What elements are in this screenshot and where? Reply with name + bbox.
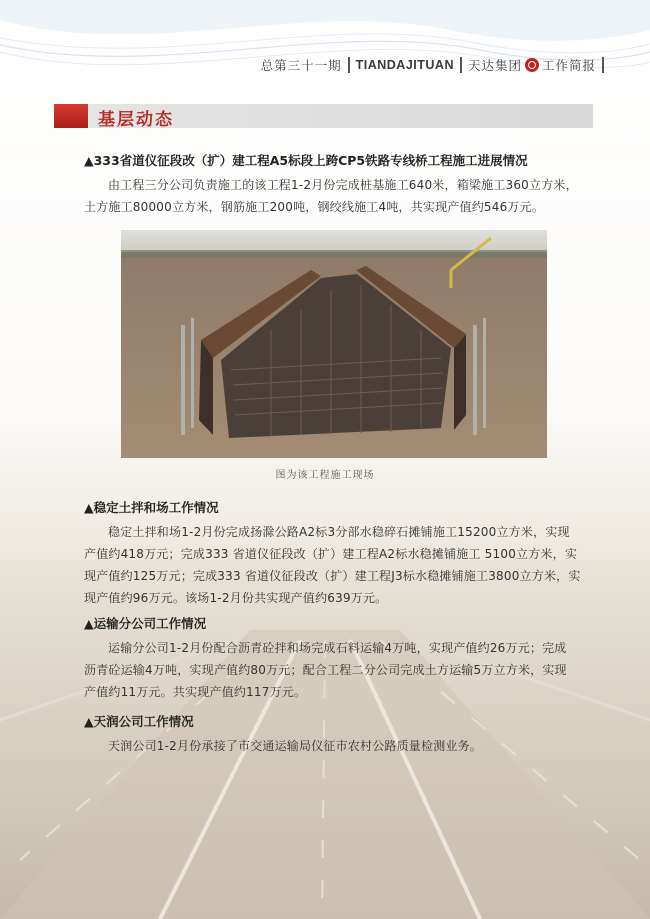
body-line: 沥青砼运输4万吨，实现产值约80万元；配合工程二分公司完成土方运输5万立方米，实现 [84, 663, 567, 677]
brand-english: TIANDAJITUAN [355, 58, 454, 72]
article-heading: ▲333省道仪征段改（扩）建工程A5标段上跨CP5铁路专线桥工程施工进展情况 [84, 153, 528, 168]
header-divider [460, 57, 462, 73]
body-line: 土方施工80000立方米，钢筋施工200吨，钢绞线施工4吨，共实现产值约546万元。 [84, 200, 545, 214]
header-divider [602, 57, 604, 73]
page-header [261, 56, 610, 74]
body-line: 产值约11万元。共实现产值约117万元。 [84, 685, 307, 699]
publication-name: 工作简报 [541, 58, 596, 73]
article-body [84, 735, 594, 757]
header-divider [348, 57, 350, 73]
issue-number: 总第三十一期 [260, 58, 342, 73]
construction-site-photo [121, 230, 547, 458]
article-heading: ▲天润公司工作情况 [84, 714, 194, 729]
section-banner [54, 104, 593, 128]
article-body [84, 521, 594, 609]
body-line: 天润公司1-2月份承接了市交通运输局仪征市农村公路质量检测业务。 [108, 739, 483, 753]
article-body [84, 174, 594, 218]
section-banner-accent [54, 104, 88, 128]
photo-caption: 图为该工程施工现场 [275, 470, 375, 481]
header-wave-decoration [0, 0, 650, 90]
body-line: 稳定土拌和场1-2月份完成扬滁公路A2标3分部水稳碎石摊铺施工15200立方米，实现 [108, 525, 570, 539]
company-logo-icon [525, 58, 539, 72]
article-heading: ▲运输分公司工作情况 [84, 616, 207, 631]
section-title: 基层动态 [98, 110, 174, 130]
body-line: 现产值约96万元。该场1-2月份共实现产值约639万元。 [84, 591, 388, 605]
body-line: 现产值约125万元；完成333 省道仪征段改（扩）建工程J3标水稳摊铺施工3800立方米，实 [84, 569, 581, 583]
body-line: 产值约418万元；完成333 省道仪征段改（扩）建工程A2标水稳摊铺施工 5100立方米，实 [84, 547, 578, 561]
body-line: 由工程三分公司负责施工的该工程1-2月份完成桩基施工640米，箱梁施工360立方米， [108, 178, 578, 192]
company-name: 天达集团 [467, 58, 522, 73]
article-heading: ▲稳定土拌和场工作情况 [84, 500, 219, 515]
article-body [84, 637, 594, 703]
body-line: 运输分公司1-2月份配合沥青砼拌和场完成石料运输4万吨，实现产值约26万元；完成 [108, 641, 567, 655]
